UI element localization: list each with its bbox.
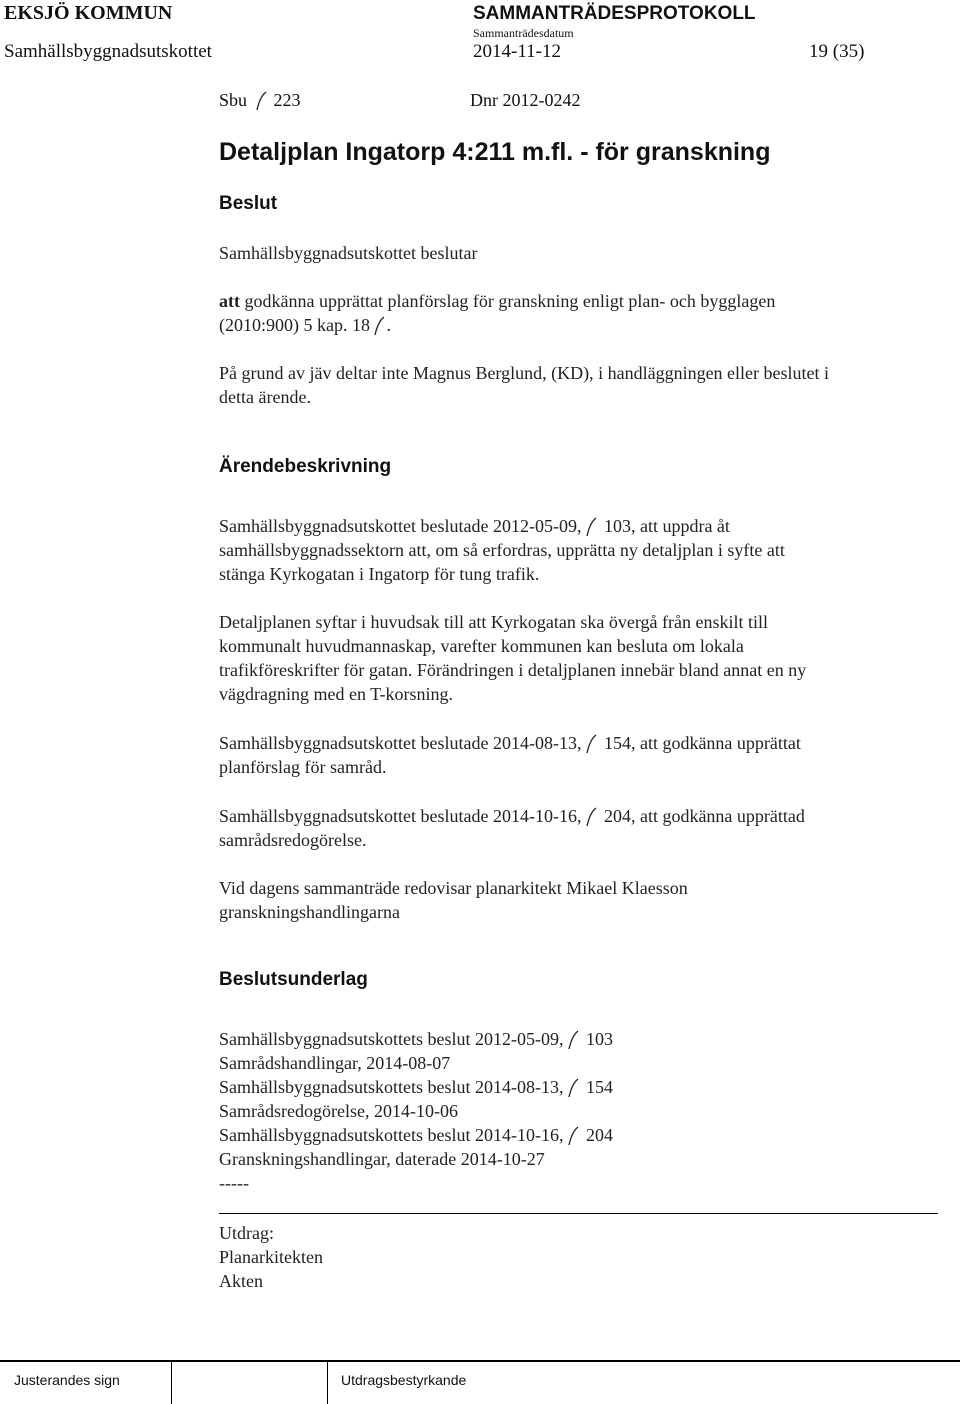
paragraph-sign-icon (586, 734, 598, 754)
arende-text: 103, att uppdra åt (603, 516, 730, 536)
arende-line: Vid dagens sammanträde redovisar planarkitekt Mikael Klaesson (219, 878, 688, 898)
case-ref-number: 223 (273, 90, 301, 110)
list-item: Granskningshandlingar, daterade 2014-10-27 (219, 1149, 545, 1169)
utdrag-recipient: Akten (219, 1271, 263, 1291)
case-ref-prefix: Sbu (219, 90, 248, 110)
arende-paragraph-2 (219, 610, 806, 706)
decision-line-1 (219, 289, 775, 313)
arende-text: 204, att godkänna upprättad (603, 806, 805, 826)
arende-line (219, 514, 785, 538)
decision-text: godkänna upprättat planförslag för granskning enligt plan- och bygglagen (244, 291, 776, 311)
footer-divider (171, 1360, 172, 1404)
document-type: SAMMANTRÄDESPROTOKOLL (473, 3, 756, 24)
arende-line: stänga Kyrkogatan i Ingatorp för tung trafik. (219, 564, 540, 584)
beslut-decision (219, 289, 775, 337)
justerandes-sign-label: Justerandes sign (14, 1372, 120, 1388)
page-number: 19 (35) (809, 41, 865, 62)
arendebeskrivning-heading: Ärendebeskrivning (219, 456, 392, 477)
decision-end: . (386, 315, 391, 335)
committee-name: Samhällsbyggnadsutskottet (4, 41, 212, 62)
arende-line: vägdragning med en T-korsning. (219, 684, 453, 704)
case-reference (219, 90, 301, 111)
beslut-intro (219, 241, 477, 265)
list-item-text: Samhällsbyggnadsutskottets beslut 2012-05-09, (219, 1029, 564, 1049)
paragraph-sign-icon (568, 1126, 580, 1146)
arende-text: Samhällsbyggnadsutskottet beslutade 2014-08-13, (219, 733, 582, 753)
utdragsbestyrkande-label: Utdragsbestyrkande (341, 1372, 467, 1388)
arende-line: Detaljplanen syftar i huvudsak till att Kyrkogatan ska övergå från enskilt till (219, 612, 769, 632)
arende-line: trafikföreskrifter för gatan. Förändringen i detaljplanen innebär bland annat en ny (219, 660, 807, 680)
footer-divider (327, 1360, 328, 1404)
arende-line: planförslag för samråd. (219, 757, 387, 777)
date-label: Sammanträdesdatum (473, 26, 574, 40)
utdrag-label: Utdrag: (219, 1223, 274, 1243)
arende-paragraph-1 (219, 514, 785, 586)
section-divider (219, 1213, 938, 1214)
beslut-intro-text: Samhällsbyggnadsutskottet beslutar (219, 243, 478, 263)
jav-line: detta ärende. (219, 387, 311, 407)
meeting-date: 2014-11-12 (473, 41, 561, 62)
beslutsunderlag-list (219, 1027, 613, 1195)
list-item (219, 1027, 613, 1051)
list-item: Samrådsredogörelse, 2014-10-06 (219, 1101, 458, 1121)
utdrag-recipient: Planarkitekten (219, 1247, 323, 1267)
decision-line-2 (219, 313, 775, 337)
list-item-number: 103 (585, 1029, 613, 1049)
arende-line (219, 731, 801, 755)
list-item (219, 1075, 613, 1099)
paragraph-sign-icon (586, 517, 598, 537)
paragraph-sign-icon (586, 807, 598, 827)
arende-line: kommunalt huvudmannaskap, varefter kommunen kan besluta om lokala (219, 636, 744, 656)
list-item: Samrådshandlingar, 2014-08-07 (219, 1053, 451, 1073)
arende-paragraph-3 (219, 731, 801, 779)
arende-line: samhällsbyggnadssektorn att, om så erfordras, upprätta ny detaljplan i syfte att (219, 540, 785, 560)
arende-line: samrådsredogörelse. (219, 830, 367, 850)
arende-text: Samhällsbyggnadsutskottet beslutade 2012-05-09, (219, 516, 582, 536)
list-item-text: Samhällsbyggnadsutskottets beslut 2014-10-16, (219, 1125, 564, 1145)
jav-note (219, 361, 829, 409)
diary-number: Dnr 2012-0242 (470, 90, 581, 110)
separator-dashes: ----- (219, 1173, 249, 1193)
org-name: EKSJÖ KOMMUN (4, 2, 173, 24)
arende-text: 154, att godkänna upprättat (603, 733, 801, 753)
paragraph-sign-icon (374, 316, 386, 336)
arende-line (219, 804, 805, 828)
paragraph-sign-icon (256, 91, 268, 111)
jav-line: På grund av jäv deltar inte Magnus Berglund, (KD), i handläggningen eller beslutet i (219, 363, 830, 383)
list-item-text: Samhällsbyggnadsutskottets beslut 2014-08-13, (219, 1077, 564, 1097)
beslutsunderlag-heading: Beslutsunderlag (219, 969, 368, 990)
case-title: Detaljplan Ingatorp 4:211 m.fl. - för granskning (219, 138, 771, 166)
paragraph-sign-icon (568, 1030, 580, 1050)
paragraph-sign-icon (568, 1078, 580, 1098)
beslut-heading: Beslut (219, 193, 278, 214)
list-item (219, 1123, 613, 1147)
arende-text: Samhällsbyggnadsutskottet beslutade 2014-10-16, (219, 806, 582, 826)
list-item-number: 204 (585, 1125, 613, 1145)
decision-law-ref: (2010:900) 5 kap. 18 (219, 315, 370, 335)
att-word: att (219, 291, 240, 311)
list-item-number: 154 (585, 1077, 613, 1097)
arende-paragraph-5 (219, 876, 688, 924)
arende-paragraph-4 (219, 804, 805, 852)
utdrag-block (219, 1221, 323, 1293)
arende-line: granskningshandlingarna (219, 902, 400, 922)
footer-rule (0, 1360, 960, 1362)
